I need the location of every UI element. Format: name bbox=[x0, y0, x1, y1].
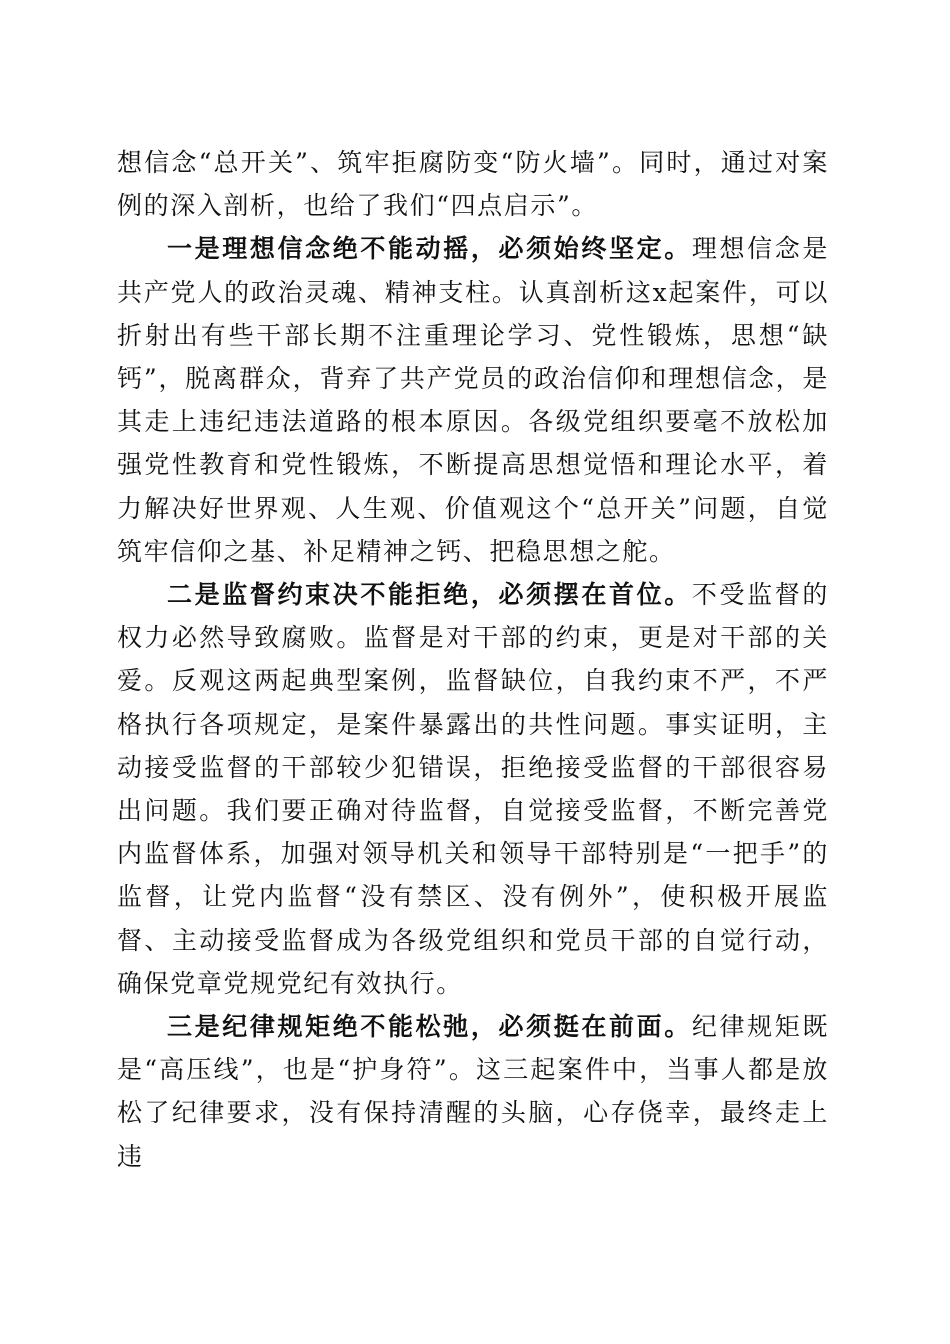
paragraph-text: 纪律规矩既是“高压线”，也是“护身符”。这三起案件中，当事人都是放松了纪律要求，没有保持清醒的头脑，心存侥幸，最终走上违 bbox=[117, 1012, 829, 1171]
paragraph-lead: 二是监督约束决不能拒绝，必须摆在首位。 bbox=[167, 580, 692, 610]
paragraph-continuation bbox=[117, 141, 829, 227]
paragraph-text: 不受监督的权力必然导致腐败。监督是对干部的约束，更是对干部的关爱。反观这两起典型案例，监督缺位，自我约束不严，不严格执行各项规定，是案件暴露出的共性问题。事实证明，主动接受监督的干部较少犯错误，拒绝接受监督的干部很容易出问题。我们要正确对待监督，自觉接受监督，不断完善党内监督体系，加强对领导机关和领导干部特别是“一把手”的监督，让党内监督“没有禁区、没有例外”，使积极开展监督、主动接受监督成为各级党组织和党员干部的自觉行动，确保党章党规党纪有效执行。 bbox=[117, 580, 829, 998]
paragraph-point-three bbox=[117, 1005, 829, 1178]
paragraph-text: 理想信念是共产党人的政治灵魂、精神支柱。认真剖析这x起案件，可以折射出有些干部长期不注重理论学习、党性锻炼，思想“缺钙”，脱离群众，背弃了共产党员的政治信仰和理想信念，是其走上违纪违法道路的根本原因。各级党组织要毫不放松加强党性教育和党性锻炼，不断提高思想觉悟和理论水平，着力解决好世界观、人生观、价值观这个“总开关”问题，自觉筑牢信仰之基、补足精神之钙、把稳思想之舵。 bbox=[117, 234, 829, 566]
body-text bbox=[117, 141, 829, 1178]
paragraph-point-one bbox=[117, 227, 829, 573]
paragraph-lead: 一是理想信念绝不能动摇，必须始终坚定。 bbox=[167, 234, 692, 264]
paragraph-point-two bbox=[117, 573, 829, 1005]
paragraph-text: 想信念“总开关”、筑牢拒腐防变“防火墙”。同时，通过对案例的深入剖析，也给了我们“四点启示”。 bbox=[117, 148, 829, 221]
paragraph-lead: 三是纪律规矩绝不能松弛，必须挺在前面。 bbox=[167, 1012, 692, 1042]
